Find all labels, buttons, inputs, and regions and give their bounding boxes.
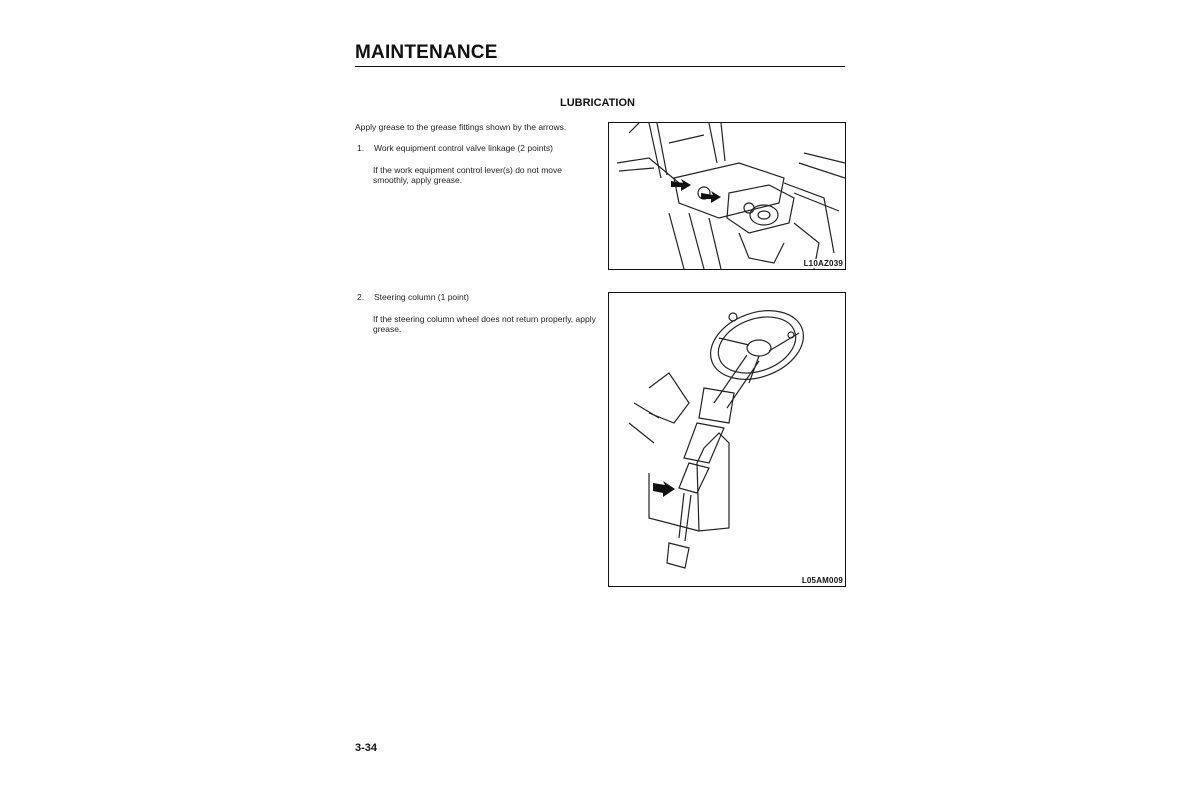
- item-note: If the work equipment control lever(s) do not move smoothly, apply grease.: [373, 165, 562, 185]
- item-label: Steering column (1 point): [374, 292, 469, 302]
- figure-label: L10AZ039: [803, 259, 843, 268]
- figure-steering-column: [608, 292, 846, 587]
- item-note: If the steering column wheel does not return properly, apply grease.: [373, 314, 596, 334]
- title-rule: [355, 66, 845, 67]
- item-number: 1.: [357, 143, 365, 153]
- intro-text: Apply grease to the grease fittings shown by the arrows.: [355, 122, 567, 132]
- page-title: MAINTENANCE: [355, 42, 498, 63]
- steering-column-illustration: [609, 293, 845, 586]
- list-item: [357, 292, 469, 302]
- figure-control-valve-linkage: [608, 122, 846, 270]
- section-title: LUBRICATION: [560, 97, 635, 109]
- figure-label: L05AM009: [801, 576, 843, 585]
- control-valve-linkage-illustration: [609, 123, 845, 269]
- item-label: Work equipment control valve linkage (2 points): [374, 143, 553, 153]
- arrow-icon: [653, 481, 675, 497]
- page-number: 3-34: [355, 742, 378, 754]
- item-number: 2.: [357, 292, 365, 302]
- list-item: [357, 143, 553, 153]
